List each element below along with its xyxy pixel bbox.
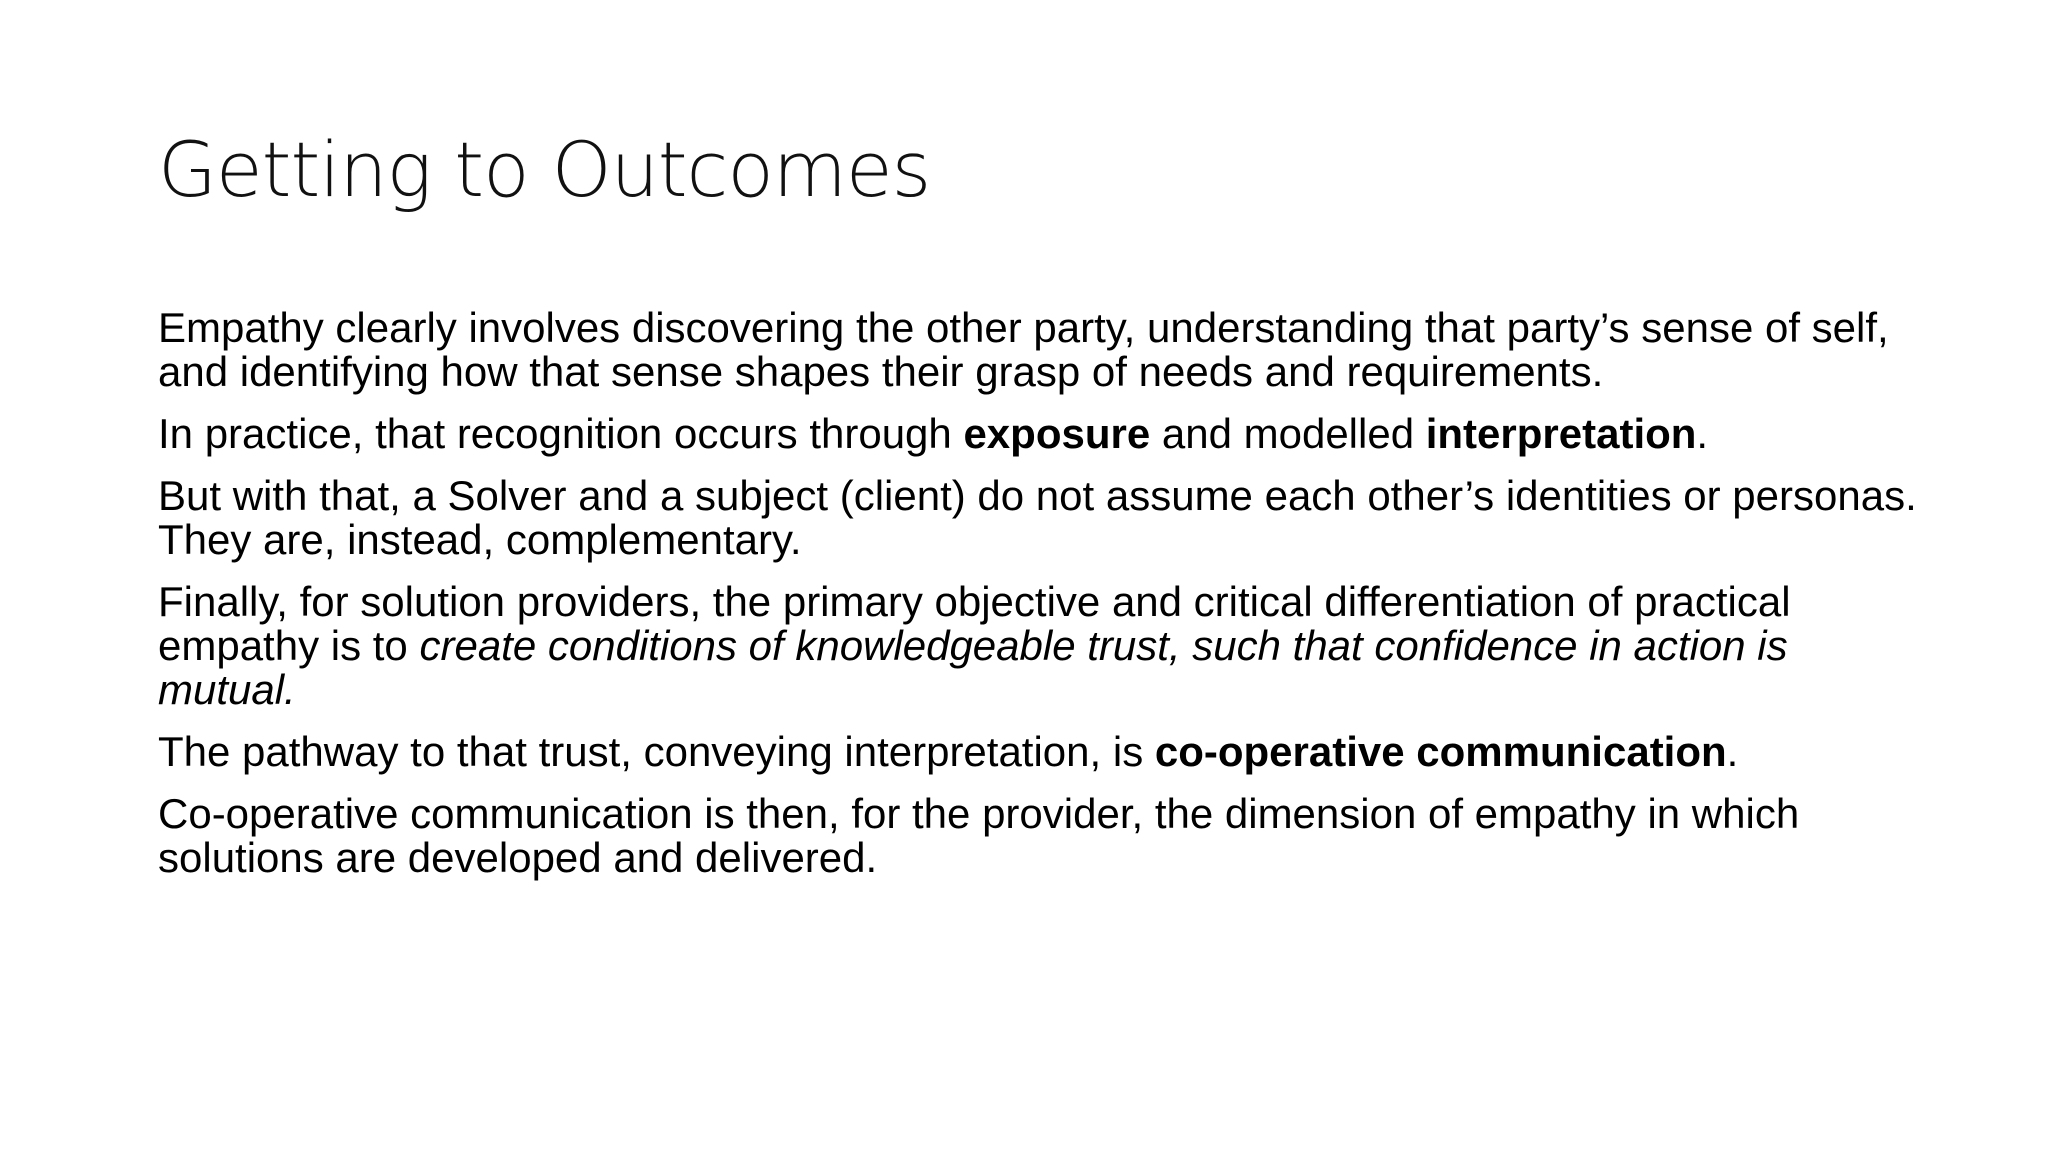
paragraph-recognition	[158, 412, 1918, 456]
bold-term-exposure: exposure	[963, 410, 1151, 457]
paragraph-objective	[158, 580, 1918, 712]
bold-term-interpretation: interpretation	[1425, 410, 1697, 457]
paragraph-pathway	[158, 730, 1918, 774]
paragraph-text: In practice, that recognition occurs through	[158, 410, 964, 457]
italic-emphasis: create conditions of knowledgeable trust, such that confidence in action is mutual.	[158, 622, 1788, 713]
paragraph-text: and modelled	[1150, 410, 1426, 457]
paragraph-empathy-definition	[158, 306, 1918, 394]
paragraph-text: The pathway to that trust, conveying interpretation, is	[158, 728, 1155, 775]
paragraph-text: Empathy clearly involves discovering the other party, understanding that party’s sense of self, and identifying how that sense shapes their grasp of needs and requirements.	[158, 304, 1889, 395]
paragraph-complementary	[158, 474, 1918, 562]
paragraph-text: .	[1696, 410, 1709, 457]
paragraph-text: But with that, a Solver and a subject (client) do not assume each other’s identities or personas. They are, instead, complementary.	[158, 472, 1917, 563]
slide-body	[158, 306, 1918, 898]
paragraph-text: Co-operative communication is then, for the provider, the dimension of empathy in which solutions are developed and delivered.	[158, 790, 1800, 881]
paragraph-text: Finally, for solution providers, the primary objective and critical differentiation of practical empathy is to	[158, 578, 1791, 669]
bold-term-cooperative-communication: co-operative communication	[1154, 728, 1727, 775]
slide-title: Getting to Outcomes	[158, 125, 931, 214]
paragraph-text: .	[1726, 728, 1739, 775]
paragraph-dimension	[158, 792, 1918, 880]
